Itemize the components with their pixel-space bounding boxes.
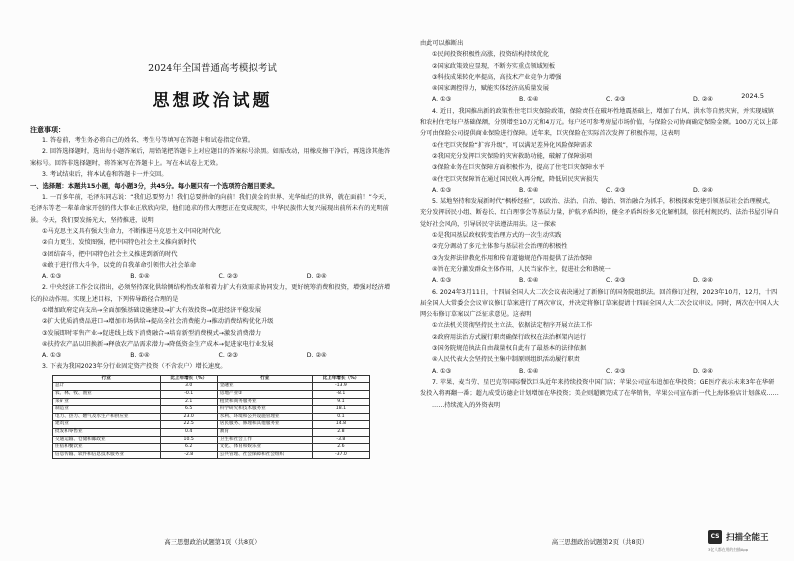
table-cell: 3.0 <box>160 383 217 391</box>
table-cell: 2.1 <box>160 398 217 406</box>
question-6-option-1: ①立法机关贯彻坚持民主立法、依据法定程序开展立法工作 <box>432 322 593 330</box>
table-cell: 9.1 <box>312 398 369 406</box>
question-3-stem: 3. 下表为我国2023年分行业固定资产投资（不含农户）增长速度。 <box>42 363 227 371</box>
question-4 <box>420 106 780 196</box>
subject-title: 思想政治试题 <box>152 91 273 111</box>
question-2-option-3: ③发展即时零售产业→促进线上线下消费融合→培育新型消费模式→激发消费潜力 <box>42 329 262 337</box>
question-6-option-3: ③国务院规范执法自由裁量权自此有了最基本的法律依据 <box>432 345 587 353</box>
question-4-option-2: ②我国充分发挥巨灾保险的灾害救助功能，破解了保障弱项 <box>432 152 593 160</box>
table-cell: 2.6 <box>312 444 369 452</box>
question-2-option-2: ②扩大优质消费品进口→增加市场供给→提高全社会消费能力→推动消费结构优化升级 <box>42 318 274 326</box>
choice-c: C. ②③ <box>606 367 626 375</box>
choice-d: D. ②④ <box>693 367 713 375</box>
table-cell: 10.5 <box>160 436 217 444</box>
table-cell: 租赁和商务服务业 <box>217 398 312 406</box>
table-cell: 信息传输、软件和信息技术服务业 <box>53 451 161 459</box>
choice-b: B. ①④ <box>130 352 150 360</box>
question-4-choices <box>420 185 780 196</box>
watermark-app-name: 扫描全能王 <box>726 533 769 543</box>
left-page <box>30 20 395 459</box>
choice-a: A. ①③ <box>432 277 452 285</box>
question-2-option-4: ④扶持农产品以旧换新→释放农产品需求潜力→降低资金生产成本→促进家电行业发展 <box>42 340 274 348</box>
question-1-option-1: ①马克思主义具有强大生命力，不断推进马克思主义中国化时代化 <box>42 227 221 235</box>
table-row <box>53 383 370 391</box>
table-row <box>53 421 370 429</box>
notice-heading: 注意事项： <box>30 126 65 134</box>
table-cell: -8.1 <box>312 390 369 398</box>
choice-b: B. ①④ <box>519 186 539 194</box>
table-row <box>53 451 370 459</box>
question-6-stem: 6. 2024年3月11日，十四届全国人大二次会议表决通过了新修订的国务院组织法。回首修订过程，2023年10月，12月，十四届全国人大常委会会议审议修订草案进行了两次审议，并决定将修订草案提请十四届全国人大二次会议审议。同时，两次在中国人大网公布修订草案以广泛征求意见。这表明 <box>420 288 779 319</box>
table-header: 行业 <box>53 375 161 383</box>
choice-b: B. ①④ <box>519 96 539 104</box>
table-row <box>53 413 370 421</box>
table-cell: -13.9 <box>312 383 369 391</box>
question-3-option-2: ②国家政策效应显现，不断夯实重点领域短板 <box>432 62 556 70</box>
notice-1: 1. 答卷前，考生务必将自己的姓名、考生号等填写在答题卡和试卷指定位置。 <box>42 137 255 144</box>
table-row <box>53 444 370 452</box>
table-cell: 住宿和餐饮业 <box>53 444 161 452</box>
choice-d: D. ②④ <box>693 186 713 194</box>
table-row <box>53 428 370 436</box>
choice-d: D. ②④ <box>693 96 713 104</box>
table-cell: 采矿业 <box>53 398 161 406</box>
question-1 <box>30 192 395 282</box>
table-cell: 科学研究和技术服务业 <box>217 406 312 414</box>
table-cell: 总计 <box>53 383 161 391</box>
table-cell: 14.8 <box>312 421 369 429</box>
notice-2: 2. 回答选择题时，选出每小题答案后，用铅笔把答题卡上对应题目的答案标号涂黑。如需改动，用橡皮擦干净后，再选涂其他答案标号。回答非选择题时，将答案写在答题卡上。写在本试卷上无效。 <box>30 148 391 167</box>
section-one-heading: 一、选择题：本题共15小题，每小题3分，共45分。每小题只有一个选项符合题目要求。 <box>30 182 279 190</box>
table-cell: 教育 <box>217 428 312 436</box>
choice-c: C. ②③ <box>606 96 626 104</box>
table-cell: 文化、体育和娱乐业 <box>217 444 312 452</box>
table-cell: 0.1 <box>312 413 369 421</box>
question-4-option-1: ①住宅巨灾保险“扩容升级”，可以满足差异化风险保障需求 <box>432 141 593 149</box>
question-7-stem: 7. 苹果、麦当劳、星巴克等国际餐饮巨头近年来持续投资中国门店；苹果公司宣布追加在华投资；GE医疗表示未来3年在华研发投入将再翻一番；超九成受访德企计划增加在华投资；美企则超额完成了在华销售，苹果公司宣布新一代上海体验店计划落成…… <box>420 378 779 398</box>
scanner-watermark <box>708 528 794 558</box>
choice-a: A. ①③ <box>432 186 452 194</box>
question-5-option-2: ②充分调动了多元主体参与基层社会治理的积极性 <box>432 243 568 251</box>
table-cell: 制造业 <box>53 406 161 414</box>
table-cell: 水利、环境和公共设施管理业 <box>217 413 312 421</box>
investment-table <box>52 375 370 460</box>
table-header: 比上年增长（%） <box>160 375 217 383</box>
question-3-option-3: ③科技成果转化率提高，高技术产业竞争力增强 <box>432 73 562 81</box>
question-1-option-2: ②自力更生、发愤图强，把中国特色社会主义推向新时代 <box>42 239 197 247</box>
camscanner-logo-icon: CS <box>708 530 722 544</box>
table-cell: -0.1 <box>160 390 217 398</box>
choice-a: A. ①③ <box>432 96 452 104</box>
question-1-stem: 1. 一百多年前，毛泽东同志说：“我们总要努力！我们总要拼命的向前！我们黄金的世界、光华灿烂的世界，就在面前！”今天，毛泽东等老一辈革命家开创的伟大事业正欣欣向荣，他们追求的伟大理想正在变成现实，中华民族伟大复兴展现出前所未有的光明前景。今天，我们要发扬光大，坚持推进，说明 <box>30 194 391 224</box>
table-cell: 22.5 <box>160 421 217 429</box>
question-1-option-4: ④敢于进行伟大斗争，以党的自我革命引领伟大社会革命 <box>42 261 197 269</box>
table-cell: -3.8 <box>312 436 369 444</box>
choice-b: B. ①④ <box>130 273 150 281</box>
left-page-footer: 高三思想政治试题第1页（共8页） <box>164 539 261 546</box>
table-cell: 23.0 <box>160 413 217 421</box>
question-5-option-4: ④旨在充分激发群众主体作用，人民当家作主，促进社会和谐统一 <box>432 265 611 273</box>
table-cell: -2.8 <box>160 451 217 459</box>
question-6 <box>420 287 780 377</box>
choice-a: A. ①③ <box>42 273 62 281</box>
table-cell: 公共管理、社会保障和社会组织 <box>217 451 312 459</box>
question-7 <box>420 377 780 411</box>
table-row <box>53 398 370 406</box>
table-cell: 交通运输、仓储和邮政业 <box>53 436 161 444</box>
question-2 <box>30 282 395 361</box>
question-5-option-3: ③为发挥法律教化作用和传育道德规范作用提供了法治保障 <box>432 254 593 262</box>
choice-d: D. ②④ <box>306 273 327 281</box>
table-cell: -37.0 <box>312 451 369 459</box>
question-7-continuation: ……持续流入的外资表明 <box>432 401 501 409</box>
question-5-option-1: ①是我国基层政权转变治理方式的一次生动实践 <box>432 232 562 240</box>
question-2-option-1: ①增加政府定向支出→全面加强基础设施建设→扩大有效投资→促进经济平稳发展 <box>42 307 262 314</box>
question-2-choices <box>30 350 395 361</box>
table-cell: 居民服务、修理和其他服务业 <box>217 421 312 429</box>
table-cell: 金融业 <box>217 383 312 391</box>
exam-title: 2024年全国普通高考模拟考试 <box>148 63 277 74</box>
watermark-tagline: 3亿人都在用的扫描App <box>708 547 749 552</box>
table-row <box>53 390 370 398</box>
question-1-option-3: ③团结奋斗，把中国特色社会主义推进到新的时代 <box>42 250 178 258</box>
question-5-choices <box>420 275 780 286</box>
choice-b: B. ①④ <box>519 367 539 375</box>
choice-c: C. ②③ <box>606 186 626 194</box>
table-row <box>53 436 370 444</box>
table-cell: 房地产业② <box>217 390 312 398</box>
choice-d: D. ②④ <box>693 277 713 285</box>
table-cell: 6.2 <box>160 444 217 452</box>
question-6-choices <box>420 366 780 377</box>
question-3-continuation: 由此可以推断出 <box>420 40 464 47</box>
choice-b: B. ①④ <box>519 277 539 285</box>
choice-c: C. ②③ <box>218 352 238 360</box>
table-header: 行业 <box>217 375 312 383</box>
question-3-option-1: ①民间投资积极性高涨，投资结构持续优化 <box>432 51 549 59</box>
exam-date: 2024.5 <box>741 92 764 100</box>
table-cell: 建筑业 <box>53 421 161 429</box>
question-6-option-2: ②政府用法治方式履行职责确保行政权在法治框架内运行 <box>432 333 587 341</box>
table-cell: 卫生和社会工作 <box>217 436 312 444</box>
table-header: 比上年增长（%） <box>312 375 369 383</box>
choice-c: C. ②③ <box>606 277 626 285</box>
right-page-footer: 高三思想政治试题第2页（共8页） <box>551 539 649 546</box>
table-header-row <box>53 375 370 383</box>
question-5 <box>420 196 780 286</box>
question-3-choices <box>420 94 780 105</box>
question-5-stem: 5. 某地坚持和发展新时代“枫桥经验”，以政治、法治、自治、德治、智治融合为抓手，积极探索党建引领基层社会治理模式，充分发挥居民小组、断卷长、红白理事会等基层力量，护航矛盾纠纷，健全矛盾纠纷多元化解机制，依托村规民约、法治书屋引导自觉好社会风尚，引导居民守法遵法用法。这一探索 <box>420 198 779 228</box>
table-cell: 电力、热力、燃气及水生产和供应业 <box>53 413 161 421</box>
question-2-stem: 2. 中央经济工作会议指出，必须坚持深化供给侧结构性改革和着力扩大有效需求协同发力，更好统筹消费和投资，增强对经济增长的拉动作用。实现上述目标，下列传导路径合理的是 <box>30 284 391 303</box>
table-cell: 18.1 <box>312 406 369 414</box>
table-row <box>53 406 370 414</box>
choice-a: A. ①③ <box>432 367 452 375</box>
table-cell: 批发和零售业 <box>53 428 161 436</box>
choice-a: A. ①③ <box>42 352 62 360</box>
question-4-option-3: ③保险业务在巨灾保障方面积极作为，提高了住宅巨灾保障水平 <box>432 164 605 172</box>
question-4-option-4: ④住宅巨灾保障旨在通过国民收入再分配，降低居民灾害损失 <box>432 175 599 183</box>
notice-3: 3. 考试结束后，将本试卷和答题卡一并交回。 <box>42 171 168 179</box>
table-cell: 2.8 <box>312 428 369 436</box>
question-1-choices <box>30 271 395 282</box>
choice-d: D. ②④ <box>306 352 327 360</box>
question-3-option-4: ④国家调控得力，赋能实体经济高质量发展 <box>432 85 549 93</box>
table-cell: 农、林、牧、渔业 <box>53 390 161 398</box>
table-cell: 0.4 <box>160 428 217 436</box>
table-body <box>53 383 370 459</box>
choice-c: C. ②③ <box>218 273 238 281</box>
question-6-option-4: ④人民代表大会坚持民主集中制原则组织活动履行职责 <box>432 356 580 364</box>
table-cell: 6.5 <box>160 406 217 414</box>
right-page <box>420 38 780 411</box>
question-4-stem: 4. 近日，我国推出新的政策性住宅巨灾保险政策，保险责任在破坏性地震基础上，增加了台风、洪水等自然灾害，并实现城镇和农村住宅每户基础保额，分别增至10万元和4万元。每户还可参考房屋市场价值，与保险公司协商确定保险金额。100万元以上部分可由保险公司提供商业保险进行保障。近年来，巨灾保险在实际首次发挥了积极作用，这表明 <box>420 107 778 138</box>
